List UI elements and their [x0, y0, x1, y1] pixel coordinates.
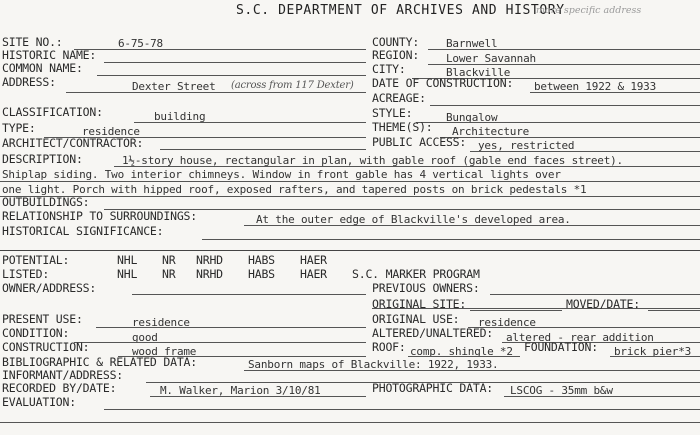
listed-nrhd: NRHD [196, 267, 223, 281]
address-label: ADDRESS: [2, 75, 56, 89]
public-access-label: PUBLIC ACCESS: [372, 135, 467, 149]
listed-habs: HABS [248, 267, 275, 281]
recorded-by-label: RECORDED BY/DATE: [2, 381, 117, 395]
potential-haer: HAER [300, 253, 327, 267]
condition-value: good [132, 331, 158, 344]
potential-nhl: NHL [117, 253, 138, 267]
site-no-value: 6-75-78 [118, 37, 163, 50]
bibliographic-value: Sanborn maps of Blackville: 1922, 1933. [248, 358, 499, 371]
themes-value: Architecture [452, 125, 530, 138]
listed-nr: NR [162, 267, 176, 281]
evaluation-label: EVALUATION: [2, 395, 76, 409]
handwritten-note: more specific address [536, 5, 642, 16]
foundation-value: brick pier*3 [614, 345, 692, 358]
potential-nr: NR [162, 253, 176, 267]
relationship-value: At the outer edge of Blackville's developed area. [256, 213, 571, 226]
historic-name-label: HISTORIC NAME: [2, 48, 97, 62]
form-title: S.C. DEPARTMENT OF ARCHIVES AND HISTORY [236, 3, 565, 18]
construction-label: CONSTRUCTION: [2, 340, 90, 354]
informant-label: INFORMANT/ADDRESS: [2, 368, 124, 382]
address-handwritten-note: (across from 117 Dexter) [231, 80, 354, 91]
classification-value: building [154, 110, 206, 123]
sc-marker-program: S.C. MARKER PROGRAM [352, 267, 480, 281]
themes-label: THEME(S): [372, 120, 433, 134]
relationship-label: RELATIONSHIP TO SURROUNDINGS: [2, 209, 197, 223]
original-use-value: residence [478, 316, 536, 329]
description-label: DESCRIPTION: [2, 152, 83, 166]
site-no-label: SITE NO.: [2, 35, 63, 49]
address-value: Dexter Street [132, 80, 216, 93]
present-use-label: PRESENT USE: [2, 312, 83, 326]
altered-label: ALTERED/UNALTERED: [372, 326, 494, 340]
previous-owners-label: PREVIOUS OWNERS: [372, 281, 480, 295]
region-label: REGION: [372, 48, 420, 62]
architect-label: ARCHITECT/CONTRACTOR: [2, 136, 144, 150]
potential-nrhd: NRHD [196, 253, 223, 267]
roof-label: ROOF: [372, 340, 406, 354]
public-access-value: yes, restricted [478, 139, 575, 152]
county-value: Barnwell [446, 37, 498, 50]
moved-date-label: MOVED/DATE: [566, 297, 640, 311]
city-value: Blackville [446, 66, 511, 79]
city-label: CITY: [372, 62, 406, 76]
listed-nhl: NHL [117, 267, 138, 281]
outbuildings-label: OUTBUILDINGS: [2, 195, 90, 209]
potential-habs: HABS [248, 253, 275, 267]
acreage-label: ACREAGE: [372, 91, 426, 105]
style-value: Bungalow [446, 111, 498, 124]
foundation-label: FOUNDATION: [524, 340, 598, 354]
type-label: TYPE: [2, 121, 36, 135]
description-line-3: one light. Porch with hipped roof, exposed rafters, and tapered posts on brick pedestals *1 [2, 183, 587, 196]
classification-label: CLASSIFICATION: [2, 105, 103, 119]
owner-address-label: OWNER/ADDRESS: [2, 281, 97, 295]
listed-haer: HAER [300, 267, 327, 281]
date-of-construction-value: between 1922 & 1933 [534, 80, 657, 93]
altered-value: altered - rear addition [506, 331, 654, 344]
bibliographic-label: BIBLIOGRAPHIC & RELATED DATA: [2, 355, 197, 369]
region-value: Lower Savannah [446, 52, 536, 65]
description-line-2: Shiplap siding. Two interior chimneys. Window in front gable has 4 vertical lights over [2, 168, 561, 181]
condition-label: CONDITION: [2, 326, 70, 340]
date-of-construction-label: DATE OF CONSTRUCTION: [372, 76, 514, 90]
photographic-data-value: LSCOG - 35mm b&w [510, 384, 613, 397]
style-label: STYLE: [372, 106, 413, 120]
roof-value: comp. shingle *2 [410, 345, 513, 358]
county-label: COUNTY: [372, 35, 420, 49]
original-site-label: ORIGINAL SITE: [372, 297, 467, 311]
historical-significance-label: HISTORICAL SIGNIFICANCE: [2, 224, 164, 238]
present-use-value: residence [132, 316, 190, 329]
type-value: residence [82, 125, 140, 138]
description-line-1: 1½-story house, rectangular in plan, with gable roof (gable end faces street). [122, 154, 623, 167]
listed-label: LISTED: [2, 267, 50, 281]
photographic-data-label: PHOTOGRAPHIC DATA: [372, 381, 494, 395]
common-name-label: COMMON NAME: [2, 61, 83, 75]
original-use-label: ORIGINAL USE: [372, 312, 460, 326]
recorded-by-value: M. Walker, Marion 3/10/81 [160, 384, 321, 397]
construction-value: wood frame [132, 345, 197, 358]
potential-label: POTENTIAL: [2, 253, 70, 267]
